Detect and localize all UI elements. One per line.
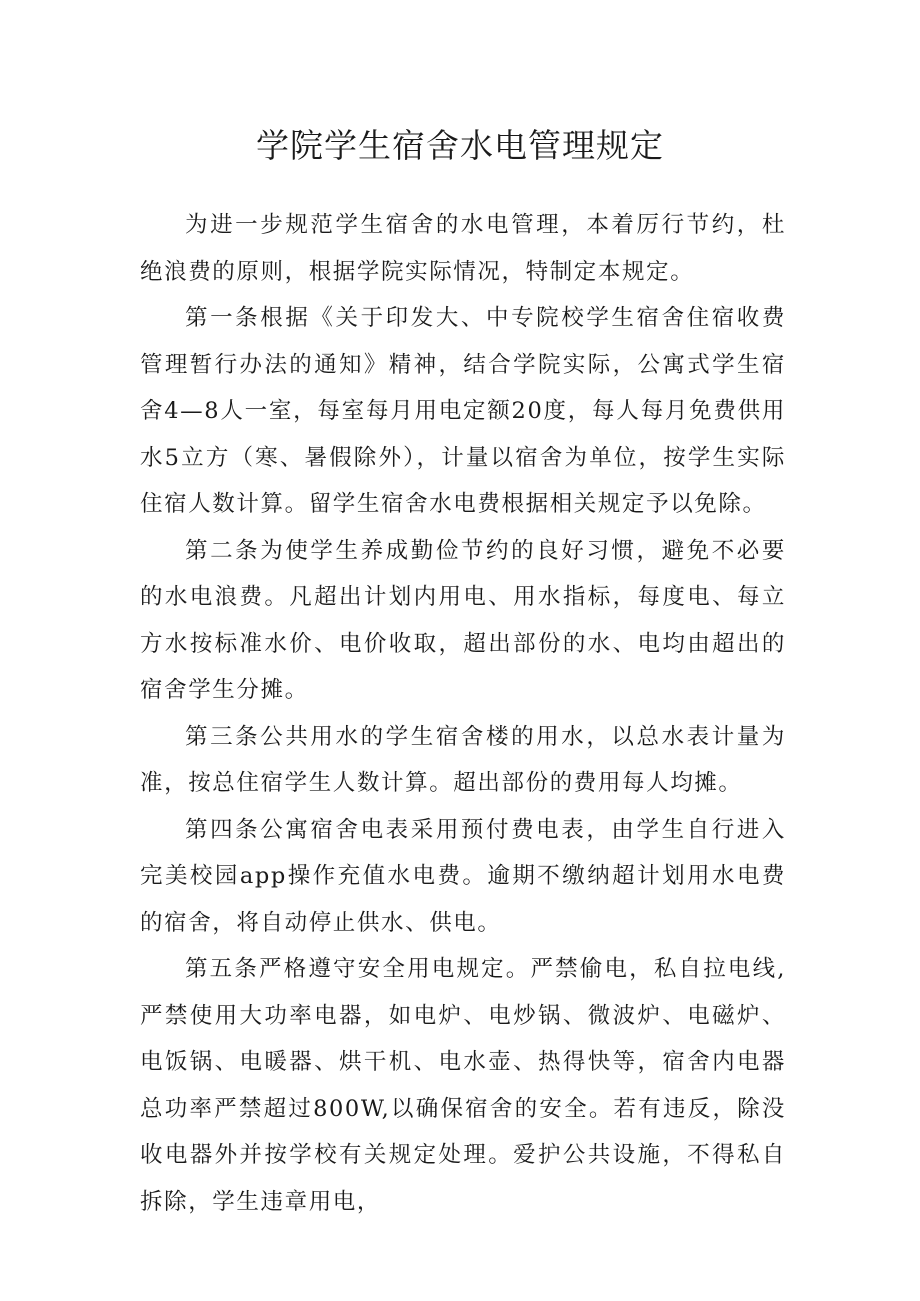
paragraph-article-1: 第一条根据《关于印发大、中专院校学生宿舍住宿收费管理暂行办法的通知》精神，结合学院实际，公寓式学生宿舍4—8人一室，每室每月用电定额20度，每人每月免费供用水5立方（寒、暑假除外），计量以宿舍为单位，按学生实际住宿人数计算。留学生宿舍水电费根据相关规定予以免除。	[140, 305, 786, 517]
paragraph-article-2: 第二条为使学生养成勤俭节约的良好习惯，避免不必要的水电浪费。凡超出计划内用电、用水指标，每度电、每立方水按标准水价、电价收取，超出部份的水、电均由超出的宿舍学生分摊。	[140, 537, 786, 703]
paragraph-intro: 为进一步规范学生宿舍的水电管理，本着厉行节约，杜绝浪费的原则，根据学院实际情况，特制定本规定。	[140, 212, 786, 285]
paragraph-article-3: 第三条公共用水的学生宿舍楼的用水，以总水表计量为准，按总住宿学生人数计算。超出部份的费用每人均摊。	[140, 723, 786, 796]
document-body	[140, 202, 786, 1225]
document-title: 学院学生宿舍水电管理规定	[256, 126, 664, 165]
paragraph-article-4: 第四条公寓宿舍电表采用预付费电表，由学生自行进入完美校园app操作充值水电费。逾期不缴纳超计划用水电费的宿舍，将自动停止供水、供电。	[140, 816, 786, 936]
paragraph-article-5: 第五条严格遵守安全用电规定。严禁偷电，私自拉电线,严禁使用大功率电器，如电炉、电炒锅、微波炉、电磁炉、电饭锅、电暖器、烘干机、电水壶、热得快等，宿舍内电器总功率严禁超过800W,以确保宿舍的安全。若有违反，除没收电器外并按学校有关规定处理。爱护公共设施，不得私自拆除，学生违章用电，	[140, 956, 786, 1215]
